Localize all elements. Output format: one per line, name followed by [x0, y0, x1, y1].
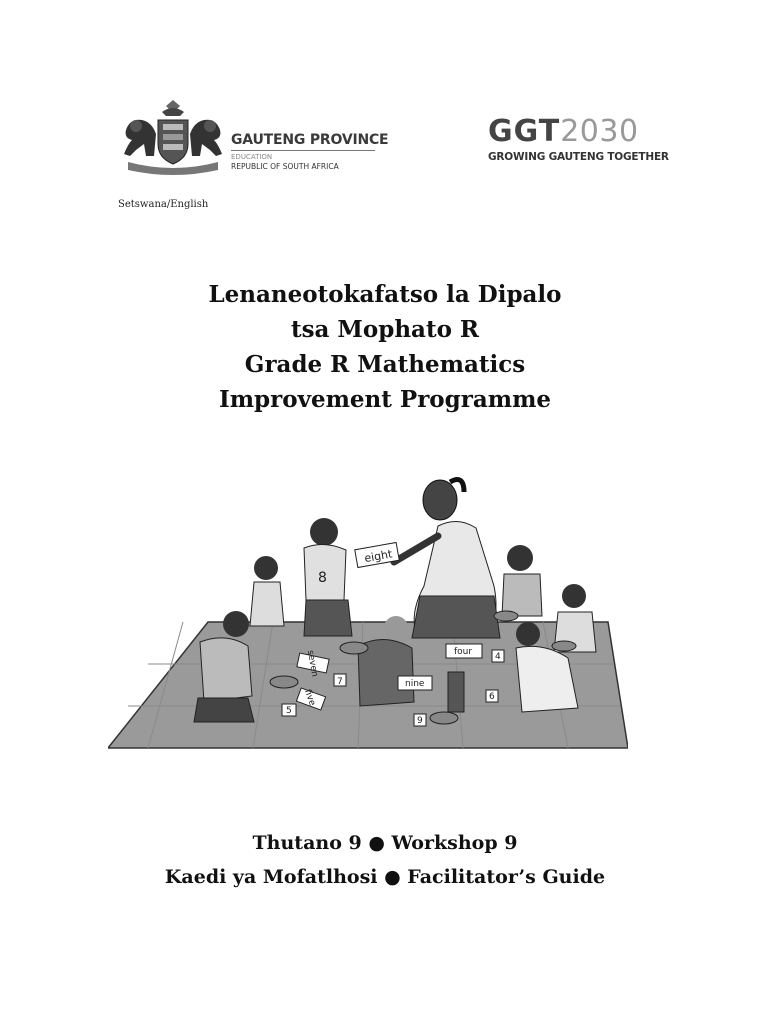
- shirt-number: 8: [318, 570, 327, 586]
- ggt-logo-year: 2030: [560, 114, 639, 149]
- language-label: Setswana/English: [118, 199, 209, 210]
- title-line-2: tsa Mophato R: [290, 316, 480, 343]
- workshop-subtitle: [0, 826, 770, 894]
- ggt-logo: [488, 115, 639, 149]
- card-four: four: [454, 647, 473, 657]
- card-digit-9: 9: [417, 716, 423, 726]
- card-eight: eight: [363, 547, 394, 566]
- workshop-line: Thutano 9 ● Workshop 9: [252, 832, 518, 854]
- card-five: five: [301, 688, 317, 708]
- gauteng-department: EDUCATION: [231, 153, 273, 161]
- card-seven: seven: [304, 649, 320, 678]
- title-line-3: Grade R Mathematics: [244, 351, 526, 378]
- gauteng-province-title: GAUTENG PROVINCE: [231, 132, 389, 148]
- gauteng-coat-of-arms-logo: [118, 100, 228, 178]
- title-line-1: Lenaneotokafatso la Dipalo: [208, 281, 562, 308]
- boy-with-card-figure: [304, 518, 399, 636]
- classroom-illustration: [108, 476, 628, 756]
- title-line-4: Improvement Programme: [218, 386, 552, 413]
- card-digit-5: 5: [286, 706, 292, 716]
- gauteng-country: REPUBLIC OF SOUTH AFRICA: [231, 162, 339, 171]
- ggt-logo-main: GGT: [488, 114, 561, 149]
- card-digit-6: 6: [489, 692, 495, 702]
- gauteng-divider: [231, 150, 375, 151]
- card-nine: nine: [405, 679, 425, 689]
- ggt-tagline: GROWING GAUTENG TOGETHER: [488, 151, 669, 163]
- document-title: [0, 277, 770, 417]
- card-digit-4: 4: [495, 652, 501, 662]
- teacher-figure: [394, 480, 500, 638]
- guide-line: Kaedi ya Mofatlhosi ● Facilitator’s Guide: [164, 866, 606, 888]
- card-digit-7: 7: [337, 677, 343, 687]
